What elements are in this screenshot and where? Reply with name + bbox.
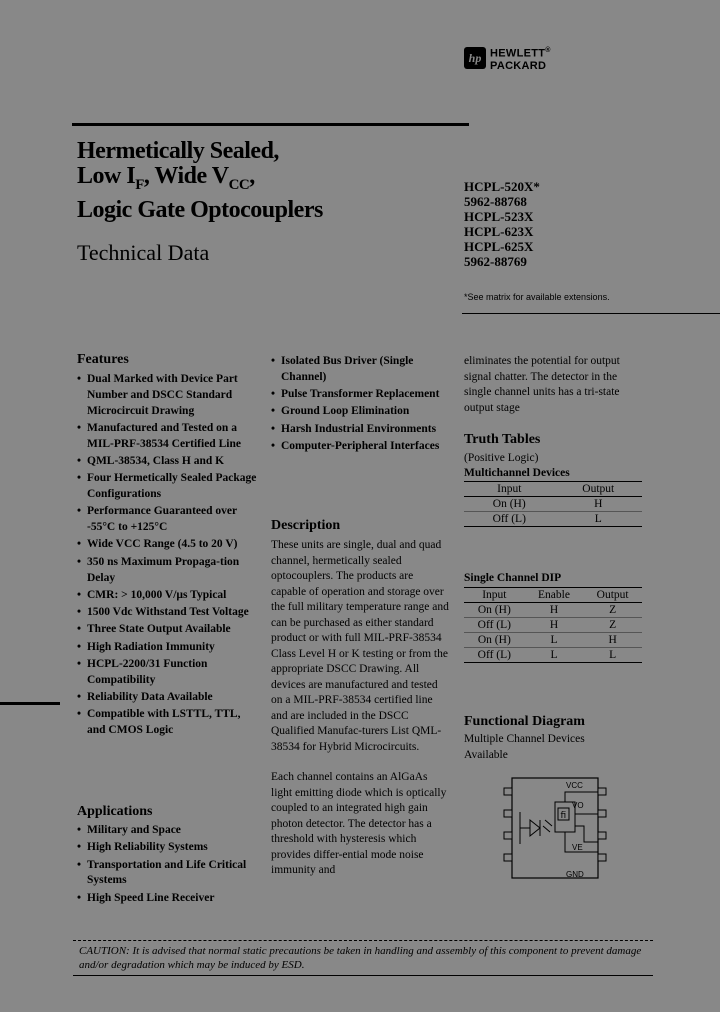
title-line1: Hermetically Sealed,: [77, 138, 279, 164]
section-rule: [462, 313, 720, 314]
list-item: • Computer-Peripheral Interfaces: [271, 439, 449, 455]
single-channel-section: [464, 572, 644, 663]
hp-logo: [464, 47, 486, 69]
features-col2: [271, 354, 449, 456]
list-item: • Manufactured and Tested on a MIL-PRF-38534 Certified Line: [77, 421, 259, 453]
part-number: HCPL-625X: [464, 239, 534, 254]
caution-notice: CAUTION: It is advised that normal static precautions be taken in handling and assembly of this component to prevent damage and/or degradation which may be induced by ESD.: [73, 940, 653, 976]
title-rule: [72, 123, 469, 126]
part-number: 5962-88768: [464, 194, 527, 209]
column-header: Output: [583, 588, 642, 603]
list-item: • Four Hermetically Sealed Package Configurations: [77, 471, 259, 503]
list-item: • Isolated Bus Driver (Single Channel): [271, 354, 449, 386]
column-header: Enable: [525, 588, 584, 603]
table-row: Off (L) H Z: [464, 618, 642, 633]
logic-note: (Positive Logic): [464, 452, 539, 464]
list-item: • Reliability Data Available: [77, 690, 259, 706]
table-row: On (H) H Z: [464, 603, 642, 618]
hp-logo-mark: hp: [468, 51, 482, 65]
table-row: On (H) L H: [464, 633, 642, 648]
company-name: [490, 45, 551, 72]
list-item: • 1500 Vdc Withstand Test Voltage: [77, 605, 259, 621]
list-item: • Dual Marked with Device Part Number and DSCC Standard Microcircuit Drawing: [77, 372, 259, 419]
list-item: • CMR: > 10,000 V/µs Typical: [77, 588, 259, 604]
list-item: • Military and Space: [77, 823, 259, 839]
table-row: On (H) H: [464, 496, 642, 511]
description-paragraph: These units are single, dual and quad channel, hermetically sealed optocouplers. The products are capable of operation and storage over the full military temperature range and can be purchased as either standard product or with full MIL-PRF-38534 Class Level H or K testing or from the appropriate DSCC Drawing. All devices are manufactured and tested on a MIL-PRF-38534 certified line and are included in the DSCC Qualified Manufac-turers List QML-38534 for Hybrid Microcircuits.: [271, 539, 449, 753]
part-number: HCPL-520X*: [464, 179, 540, 194]
title-line3: Logic Gate Optocouplers: [77, 196, 323, 223]
list-item: • QML-38534, Class H and K: [77, 454, 259, 470]
description-continued: eliminates the potential for output signal chatter. The detector in the single channel units has a tri-state output stage: [464, 355, 620, 414]
single-channel-heading: Single Channel DIP: [464, 572, 562, 584]
list-item: • Ground Loop Elimination: [271, 404, 449, 420]
list-item: • 350 ns Maximum Propaga-tion Delay: [77, 555, 259, 587]
ve-pin-label: VE: [572, 843, 583, 852]
list-item: • Pulse Transformer Replacement: [271, 387, 449, 403]
features-section: [77, 352, 259, 741]
list-item: • Three State Output Available: [77, 622, 259, 638]
company-name-line1: HEWLETT: [490, 47, 546, 60]
multichannel-truth-table: [464, 481, 642, 527]
company-name-line2: PACKARD: [490, 59, 547, 72]
document-title: [77, 139, 323, 223]
truth-tables-heading: Truth Tables: [464, 432, 541, 447]
description-paragraph: Each channel contains an AlGaAs light emitting diode which is optically coupled to an integrated high gain photon detector. The detector has a threshold with hysteresis which provides differ-ential mode noise immunity and: [271, 771, 447, 876]
list-item: • Wide VCC Range (4.5 to 20 V): [77, 537, 259, 553]
vo-pin-label: VO: [572, 801, 584, 810]
list-item: • HCPL-2200/31 Function Compatibility: [77, 657, 259, 689]
functional-diagram-caption: Multiple Channel Devices Available: [464, 733, 585, 761]
part-number: HCPL-623X: [464, 224, 534, 239]
optocoupler-diagram: [500, 774, 610, 884]
gnd-pin-label: GND: [566, 870, 584, 879]
list-item: • Compatible with LSTTL, TTL, and CMOS Logic: [77, 707, 259, 739]
column-header: Output: [555, 481, 643, 496]
schmitt-symbol-text: fi: [560, 811, 567, 821]
column-header: Input: [464, 588, 525, 603]
title-line2: Low $I_F$, Wide $V_{CC}$,: [77, 163, 255, 193]
applications-section: [77, 804, 259, 908]
single-channel-truth-table: [464, 587, 642, 663]
list-item: • Performance Guaranteed over -55°C to +125°C: [77, 504, 259, 536]
features-heading: Features: [77, 352, 129, 367]
list-item: • High Radiation Immunity: [77, 640, 259, 656]
registered-mark: ®: [545, 47, 551, 54]
document-subtitle: Technical Data: [77, 240, 210, 265]
table-row: Off (L) L L: [464, 648, 642, 663]
features-list-2: [271, 354, 449, 455]
table-header-row: [464, 588, 642, 603]
list-item: • Harsh Industrial Environments: [271, 422, 449, 438]
part-number: 5962-88769: [464, 254, 527, 269]
column-header: Input: [464, 481, 555, 496]
description-heading: Description: [271, 518, 341, 533]
applications-heading: Applications: [77, 804, 153, 819]
table-header-row: [464, 481, 642, 496]
part-note: *See matrix for available extensions.: [464, 292, 610, 302]
margin-rule: [0, 702, 60, 705]
part-numbers: [464, 179, 540, 269]
vcc-pin-label: VCC: [566, 781, 583, 790]
list-item: • High Speed Line Receiver: [77, 891, 259, 907]
list-item: • Transportation and Life Critical Systems: [77, 858, 259, 890]
list-item: • High Reliability Systems: [77, 840, 259, 856]
multichannel-heading: Multichannel Devices: [464, 466, 570, 479]
table-row: Off (L) L: [464, 511, 642, 526]
truth-tables-section: [464, 432, 644, 527]
features-list: [77, 372, 259, 739]
functional-diagram-section: [464, 714, 644, 763]
description-section: [271, 518, 451, 879]
functional-diagram-heading: Functional Diagram: [464, 714, 585, 729]
applications-list: [77, 823, 259, 906]
part-number: HCPL-523X: [464, 209, 534, 224]
